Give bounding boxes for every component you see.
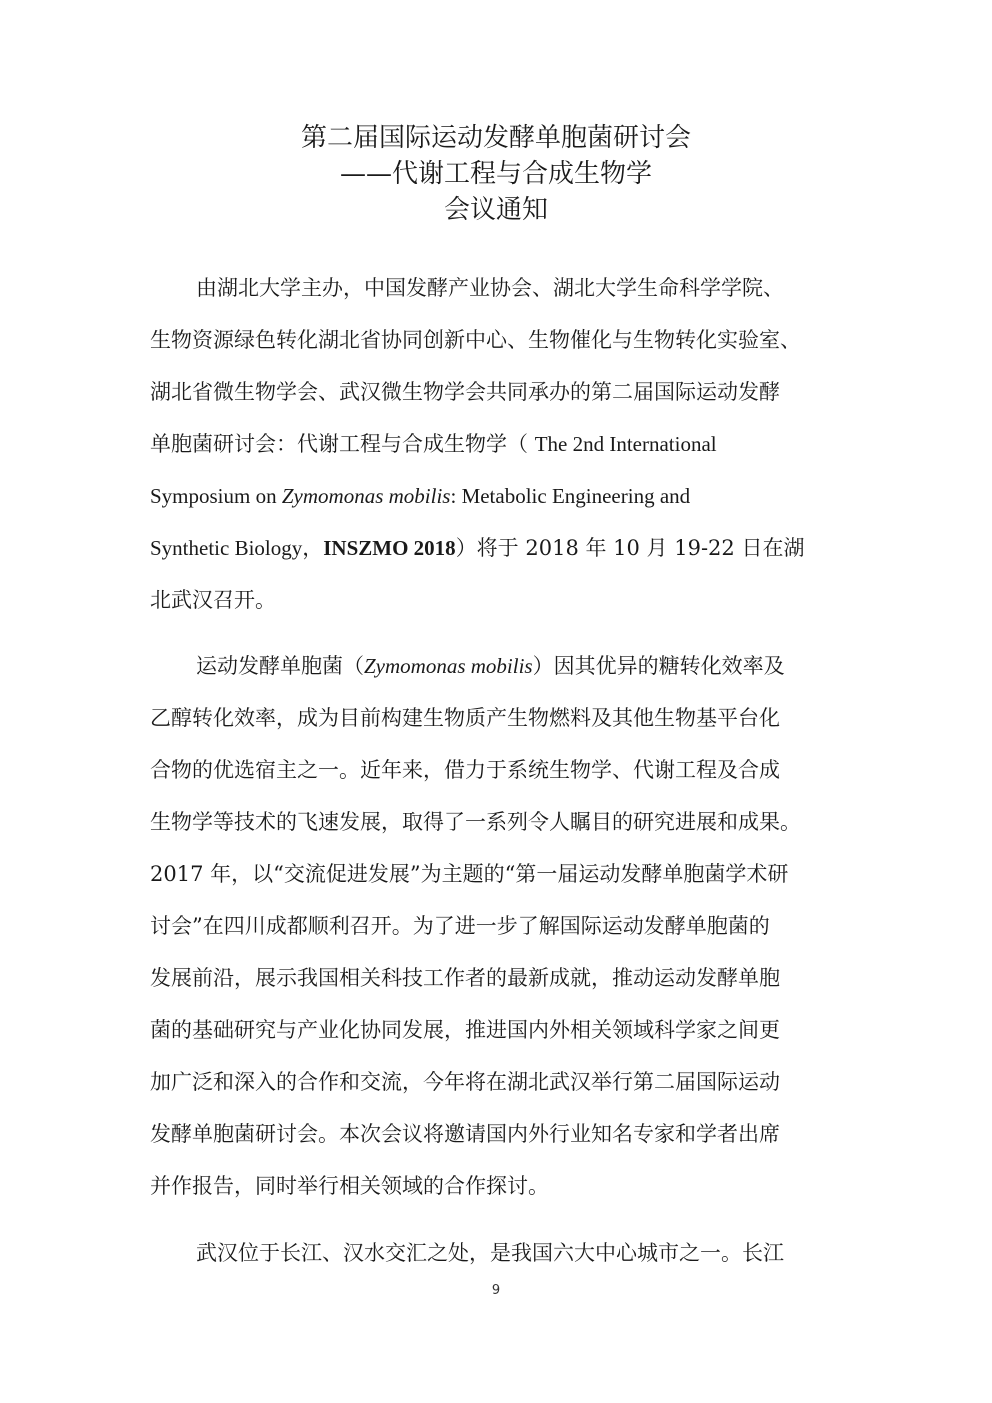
text-line	[150, 522, 842, 574]
text-segment: and	[659, 484, 691, 508]
text-segment	[282, 484, 456, 508]
paragraph-background	[150, 640, 842, 1212]
text-segment: on	[255, 484, 277, 508]
text-line: 发酵单胞菌研讨会。本次会议将邀请国内外行业知名专家和学者出席	[150, 1122, 780, 1146]
text-segment: Symposium	[150, 484, 251, 508]
text-line: 湖北省微生物学会、武汉微生物学会共同承办的第二届国际运动发酵	[150, 380, 780, 404]
text-line: 菌的基础研究与产业化协同发展，推进国内外相关领域科学家之间更	[150, 1018, 780, 1042]
page-number: 9	[491, 1283, 501, 1298]
text-line	[150, 470, 842, 522]
conference-acronym: INSZMO 2018	[323, 536, 456, 560]
species-name: Zymomonas mobilis	[281, 484, 451, 508]
text-line: 并作报告，同时举行相关领域的合作探讨。	[150, 1174, 549, 1198]
paragraph-intro	[150, 262, 842, 626]
text-line: 发展前沿，展示我国相关科技工作者的最新成就，推动运动发酵单胞	[150, 966, 780, 990]
text-segment: 单胞菌研讨会：代谢工程与合成生物学（	[150, 432, 528, 456]
text-segment: ）因其优异的糖转化效率及	[532, 654, 785, 678]
title-line-3: 会议通知	[443, 195, 548, 225]
text-line: 合物的优选宿主之一。近年来，借力于系统生物学、代谢工程及合成	[150, 758, 780, 782]
text-segment: Synthetic Biology，	[150, 536, 324, 560]
text-line	[150, 418, 842, 470]
text-line: 2017 年，以“交流促进发展”为主题的“第一届运动发酵单胞菌学术研	[150, 862, 789, 886]
text-line: 武汉位于长江、汉水交汇之处，是我国六大中心城市之一。长江	[196, 1241, 784, 1265]
text-line: 乙醇转化效率，成为目前构建生物质产生物燃料及其他生物基平台化	[150, 706, 780, 730]
paragraph-wuhan	[150, 1227, 842, 1279]
text-segment: The 2nd International	[534, 432, 717, 456]
text-segment: 运动发酵单胞菌（	[196, 654, 364, 678]
title-line-2: ——代谢工程与合成生物学	[339, 159, 652, 189]
title-line-1: 第二届国际运动发酵单胞菌研讨会	[300, 123, 691, 153]
text-segment: :	[450, 484, 457, 508]
text-line	[150, 640, 842, 692]
text-segment: Metabolic	[461, 484, 547, 508]
text-segment: ）将于 2018 年 10 月 19-22 日在湖	[455, 536, 805, 560]
text-line: 由湖北大学主办，中国发酵产业协会、湖北大学生命科学学院、	[196, 276, 784, 300]
text-line: 讨会”在四川成都顺利召开。为了进一步了解国际运动发酵单胞菌的	[150, 914, 770, 938]
text-line: 生物资源绿色转化湖北省协同创新中心、生物催化与生物转化实验室、	[150, 328, 801, 352]
species-name: Zymomonas mobilis	[364, 654, 533, 678]
text-line: 生物学等技术的飞速发展，取得了一系列令人瞩目的研究进展和成果。	[150, 810, 801, 834]
document-title	[0, 120, 992, 228]
text-line: 北武汉召开。	[150, 588, 276, 612]
text-segment: Engineering	[551, 484, 655, 508]
text-line: 加广泛和深入的合作和交流，今年将在湖北武汉举行第二届国际运动	[150, 1070, 780, 1094]
